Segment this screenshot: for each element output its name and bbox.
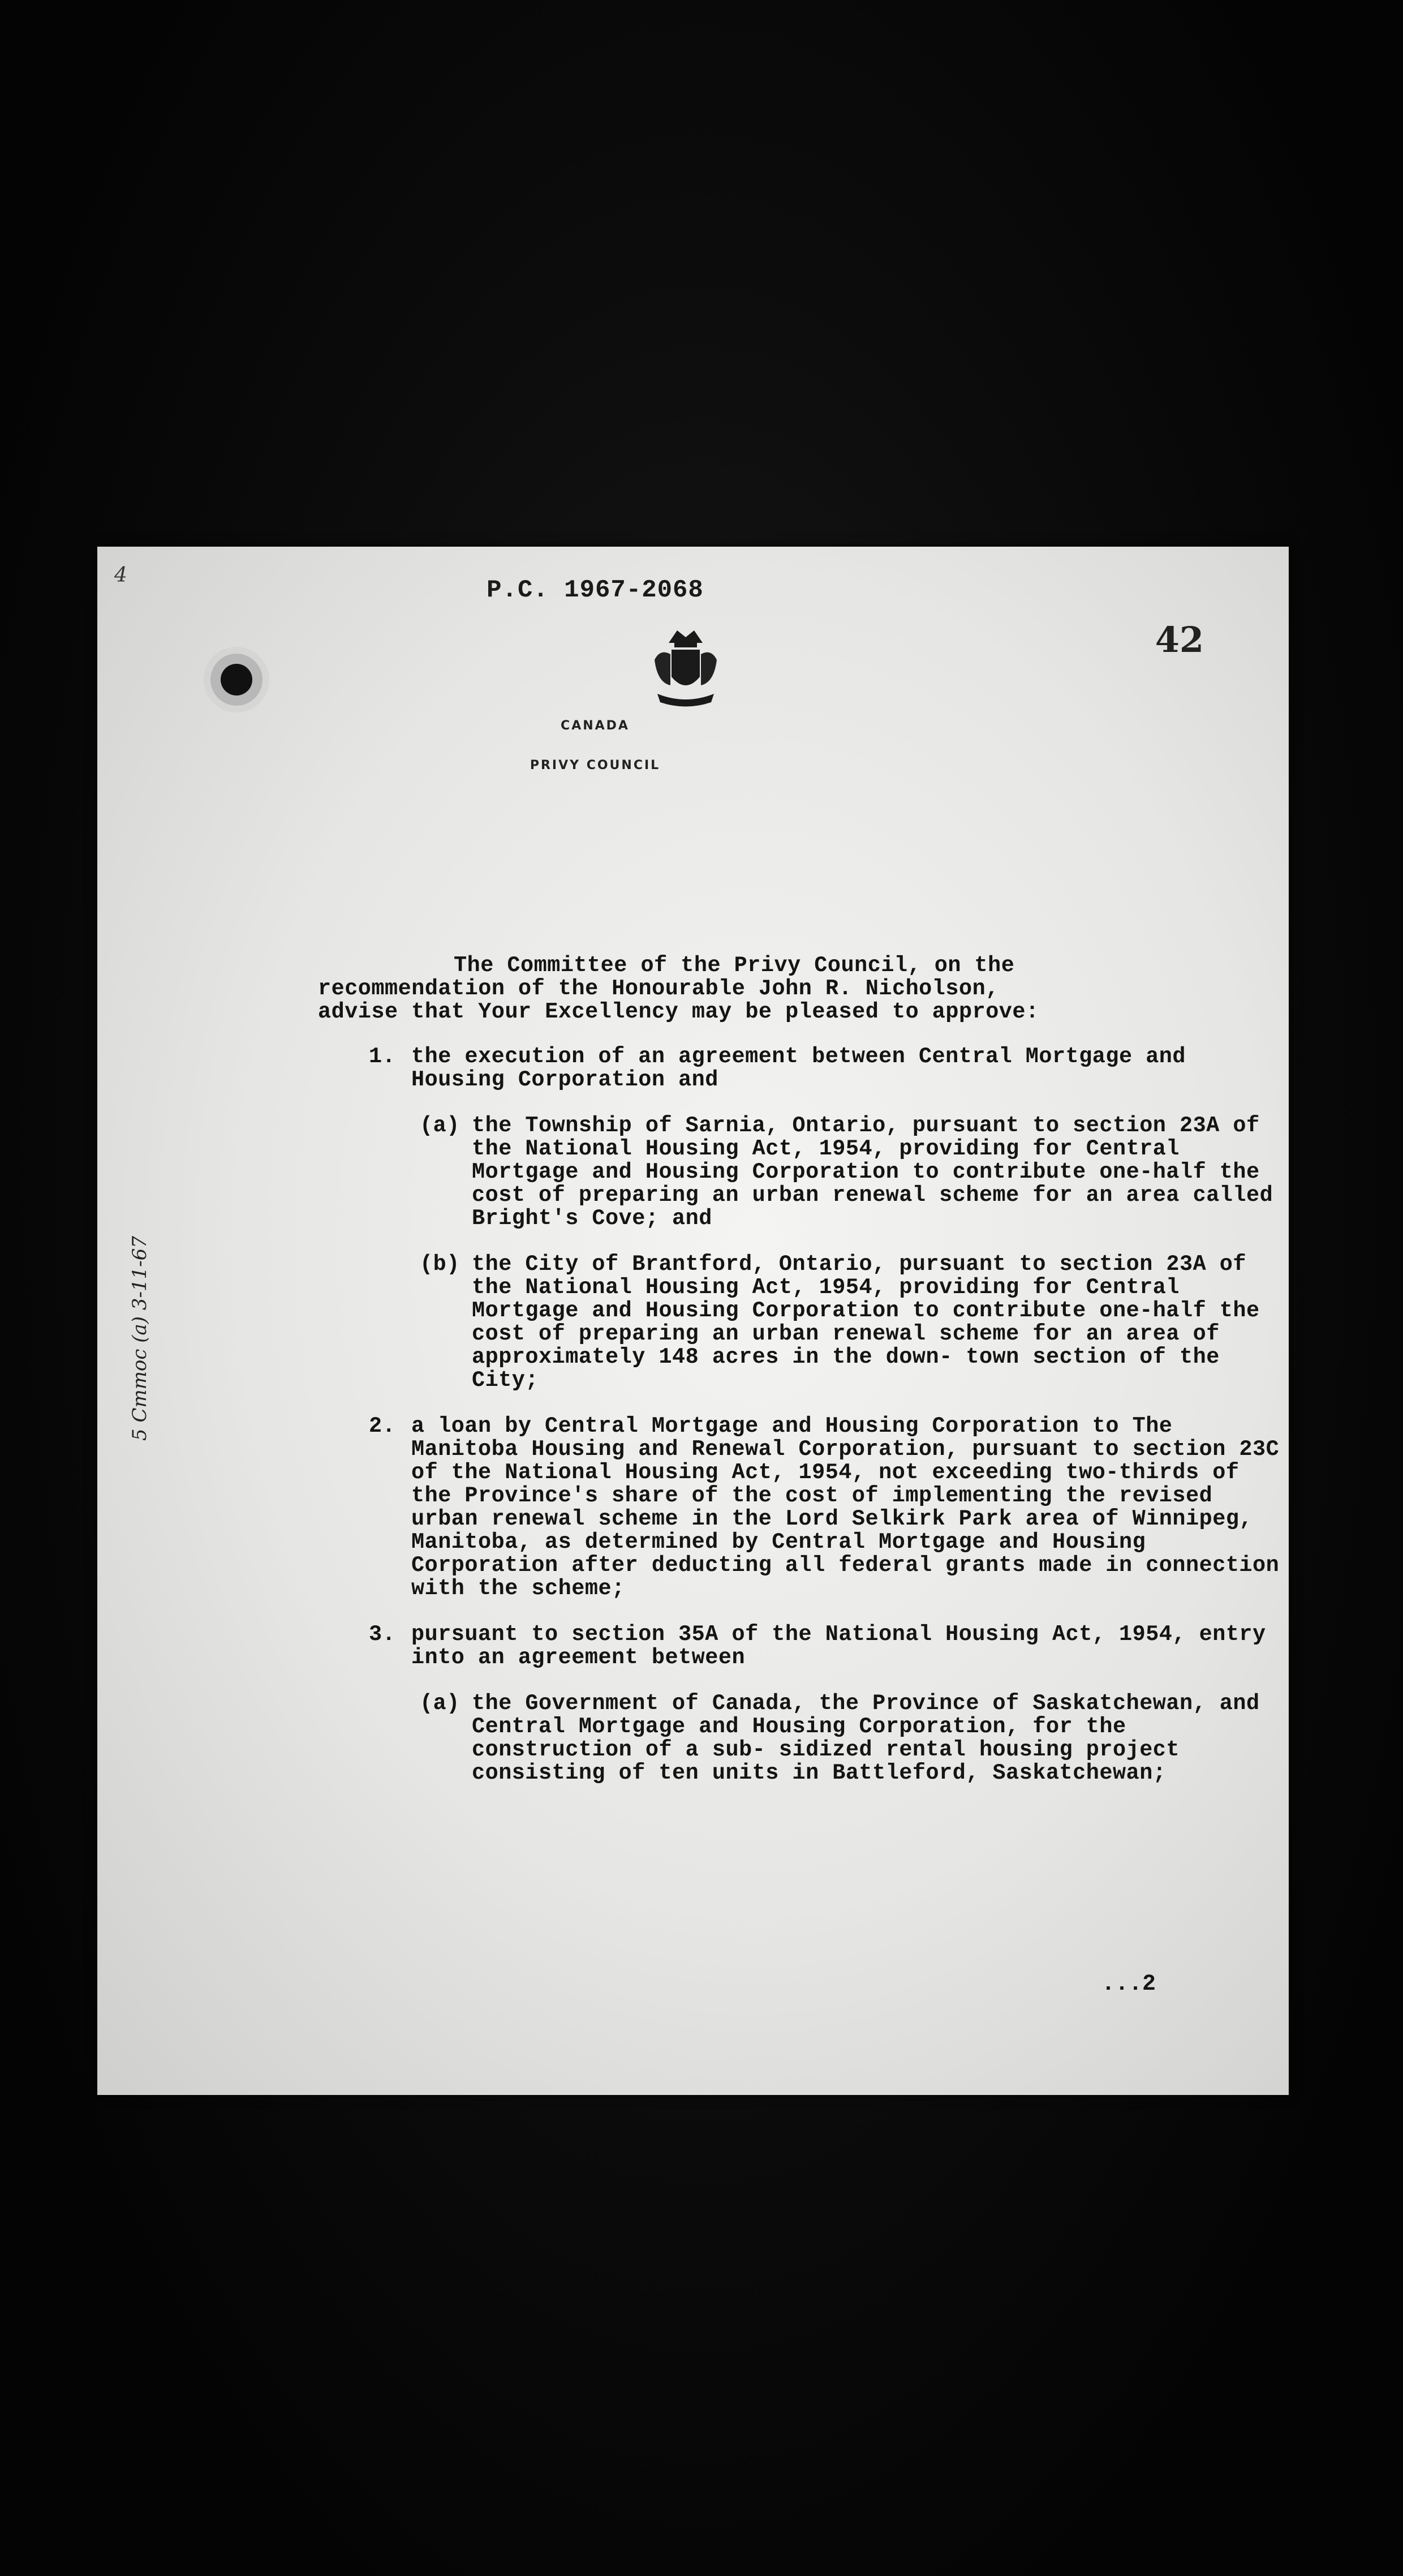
punch-hole: [221, 664, 252, 695]
document-page: [97, 547, 1289, 2095]
sub-item-text: the Township of Sarnia, Ontario, pursuant to section 23A of the National Housing Act, 1954, providing for Central Mortgage and Housing Corporation to contribute one-half the cost of preparing an urban renewal scheme for an area called Bright's Cove; and: [472, 1113, 1273, 1231]
letterhead-council: PRIVY COUNCIL: [530, 758, 661, 772]
coat-of-arms-icon: [649, 620, 722, 711]
sub-item-label: (a): [420, 1691, 460, 1716]
item-number: 1.: [369, 1044, 396, 1069]
corner-mark: 4: [114, 564, 127, 587]
sub-item: [318, 1692, 1280, 1785]
sub-item-text: the City of Brantford, Ontario, pursuant to section 23A of the National Housing Act, 1954, providing for Central Mortgage and Housing Corporation to contribute one-half the cost of preparing an urban renewal scheme for an area of approximately 148 acres in the down- town section of the City;: [472, 1252, 1260, 1393]
margin-note: 5 Cmmoc (a) 3-11-67: [128, 1236, 151, 1441]
sub-item-label: (a): [420, 1113, 460, 1138]
folio-number: 42: [1155, 619, 1204, 660]
sub-item: [318, 1253, 1280, 1392]
item-number: 3.: [369, 1622, 396, 1647]
list-item: [318, 1045, 1280, 1092]
item-text: a loan by Central Mortgage and Housing Corporation to The Manitoba Housing and Renewal Corporation, pursuant to section 23C of the National Housing Act, 1954, not exceeding two-thirds of the Province's share of the cost of implementing the revised urban renewal scheme in the Lord Selkirk Park area of Winnipeg, Manitoba, as determined by Central Mortgage and Housing Corporation after deducting all federal grants made in connection with the scheme;: [411, 1414, 1280, 1601]
item-text: pursuant to section 35A of the National Housing Act, 1954, entry into an agreement between: [411, 1622, 1266, 1670]
item-number: 2.: [369, 1414, 396, 1439]
item-text: the execution of an agreement between Central Mortgage and Housing Corporation and: [411, 1044, 1186, 1092]
list-item: [318, 1623, 1280, 1669]
sub-item: [318, 1114, 1280, 1230]
sub-item-label: (b): [420, 1252, 460, 1277]
list-item: [318, 1415, 1280, 1600]
continued-marker: ...2: [1101, 1972, 1156, 1997]
order-number: P.C. 1967-2068: [487, 576, 704, 604]
intro-paragraph: The Committee of the Privy Council, on the recommendation of the Honourable John R. Nicholson, advise that Your Excellency may be pleased to approve:: [318, 953, 1039, 1024]
order-body: [318, 954, 1280, 1808]
sub-item-text: the Government of Canada, the Province of Saskatchewan, and Central Mortgage and Housing Corporation, for the construction of a sub- sidized rental housing project consisting of ten units in Battleford, Saskatchewan;: [472, 1691, 1260, 1785]
letterhead-country: CANADA: [561, 719, 630, 733]
